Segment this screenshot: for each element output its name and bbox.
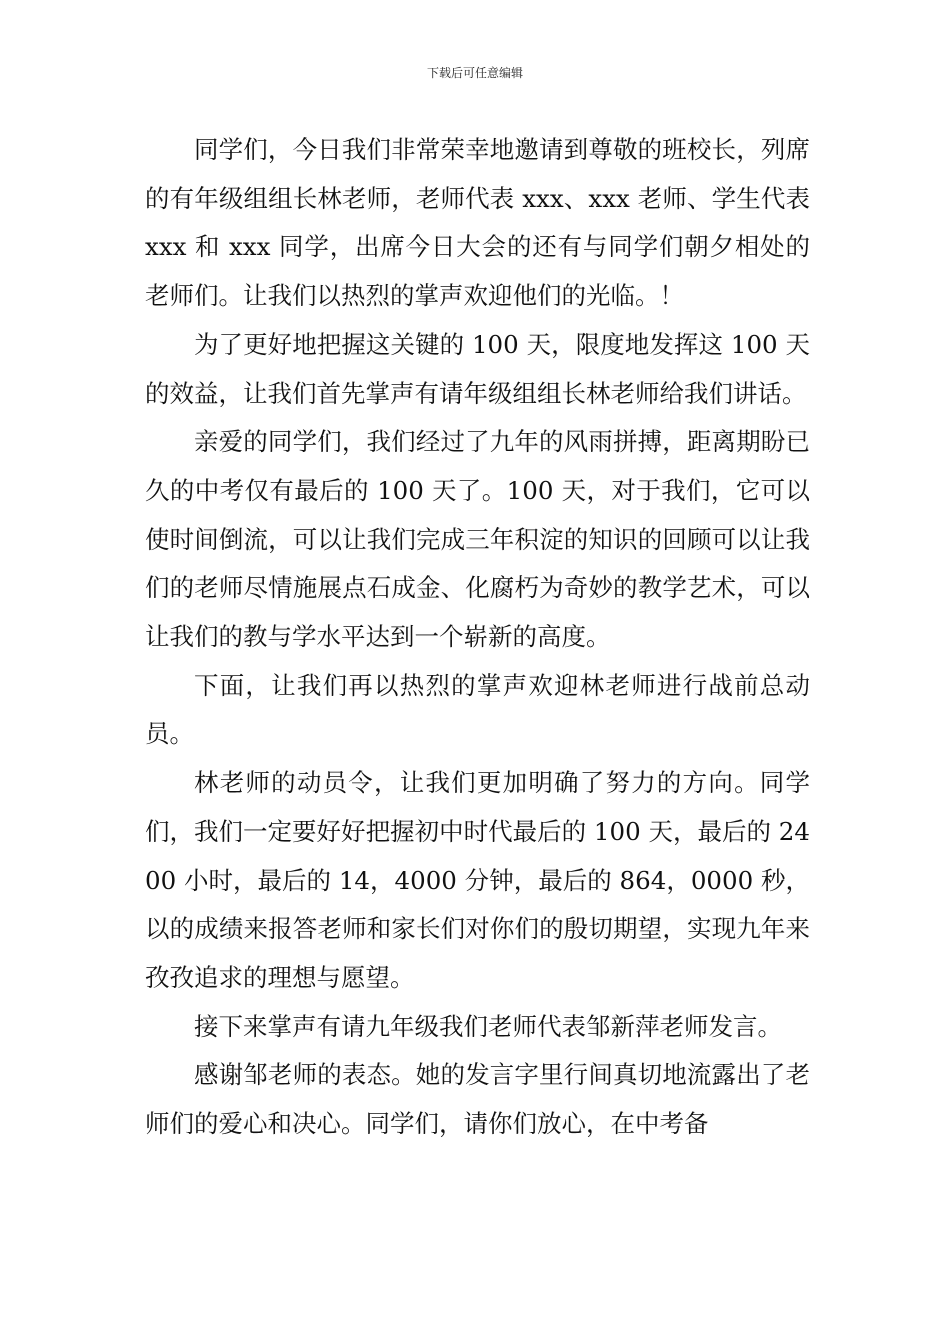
paragraph-4: 下面，让我们再以热烈的掌声欢迎林老师进行战前总动员。 [145,670,810,749]
document-body [145,126,810,1149]
paragraph-7: 感谢邹老师的表态。她的发言字里行间真切地流露出了老师们的爱心和决心。同学们，请你们放心，在中考备 [145,1060,810,1139]
paragraph-3: 亲爱的同学们，我们经过了九年的风雨拼搏，距离期盼已久的中考仅有最后的 100 天了。100 天，对于我们，它可以使时间倒流，可以让我们完成三年积淀的知识的回顾可以让我们的老师尽情施展点石成金、化腐朽为奇妙的教学艺术，可以让我们的教与学水平达到一个崭新的高度。 [145,427,810,652]
paragraph-6: 接下来掌声有请九年级我们老师代表邹新萍老师发言。 [194,1011,782,1041]
page-header-note: 下载后可任意编辑 [426,66,523,80]
paragraph-5: 林老师的动员令，让我们更加明确了努力的方向。同学们，我们一定要好好把握初中时代最后的 100 天，最后的 2400 小时，最后的 14，4000 分钟，最后的 864，0000 秒，以的成绩来报答老师和家长们对你们的殷切期望，实现九年来孜孜追求的理想与愿望。 [145,768,810,992]
paragraph-2: 为了更好地把握这关键的 100 天，限度地发挥这 100 天的效益，让我们首先掌声有请年级组组长林老师给我们讲话。 [145,329,810,408]
paragraph-1: 同学们，今日我们非常荣幸地邀请到尊敬的班校长，列席的有年级组组长林老师，老师代表 xxx、xxx 老师、学生代表 xxx 和 xxx 同学，出席今日大会的还有与同学们朝夕相处的老师们。让我们以热烈的掌声欢迎他们的光临。！ [145,135,810,311]
